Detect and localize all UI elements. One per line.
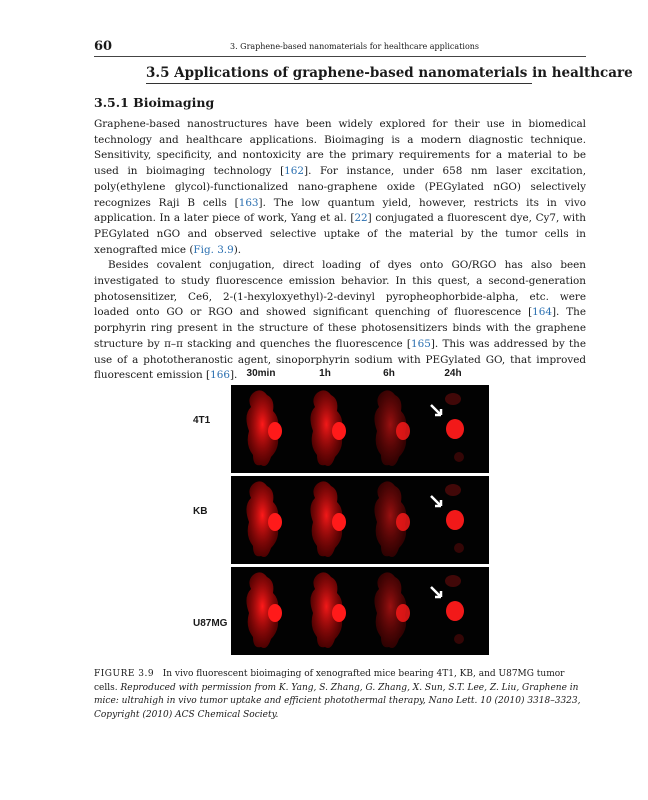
- paragraph-text: Besides covalent conjugation, direct loading of dyes onto GO/RGO has also been investigated to study fluorescence emission behavior. In this quest, a second-generation photosensitizer, Ce6, 2-(1-hexyloxyethyl)-2-devinyl pyropheophorbide-alpha, etc. were loaded onto GO or RGO and showed significant quenching of fluorescence [: [94, 259, 586, 319]
- fluorescence-panel-4t1-1h: [295, 385, 361, 473]
- tumor-arrow-icon: [431, 405, 441, 415]
- fluorescence-panel-4t1-24h: [423, 385, 489, 473]
- paragraph-text: Graphene-based nanostructures have been widely explored for their use in biomedical technology and healthcare applications. Bioimaging is a modern diagnostic technique. Sensitivity, specificity, and nontoxicity are the primary requirements for a material to be used in bioimaging technology [: [94, 118, 586, 178]
- fluorescence-panel-kb-24h: [423, 476, 489, 564]
- row-label-u87mg: U87MG: [193, 618, 228, 629]
- figure-label: FIGURE 3.9: [94, 669, 155, 679]
- citation-link[interactable]: 166: [210, 369, 230, 382]
- tumor-arrow-icon: [431, 496, 441, 506]
- time-label-30min: 30min: [246, 368, 276, 379]
- citation-link[interactable]: 162: [284, 165, 305, 178]
- citation-link[interactable]: 163: [238, 196, 259, 209]
- body-text: [94, 117, 586, 384]
- paragraph-text: ).: [233, 243, 242, 256]
- row-label-4t1: 4T1: [193, 415, 211, 426]
- figure-caption: [94, 668, 586, 722]
- tumor-arrow-icon: [431, 587, 441, 597]
- fluorescence-panel-4t1-6h: [359, 385, 425, 473]
- fluorescence-panel-kb-1h: [295, 476, 361, 564]
- citation-link[interactable]: 165: [410, 337, 431, 350]
- citation-link[interactable]: Fig. 3.9: [193, 243, 234, 256]
- page-number: 60: [94, 39, 113, 54]
- citation-link[interactable]: 22: [354, 212, 368, 225]
- running-head: 3. Graphene-based nanomaterials for healthcare applications: [230, 42, 480, 51]
- paragraph-text: ]. The porphyrin ring present in the structure of these photosensitizers binds with the graphene structure by π–π stacking and quenches the fluorescence [: [94, 306, 586, 350]
- paragraph-text: ].: [229, 369, 238, 382]
- paragraph-text: ]. For instance, under 658 nm laser excitation, poly(ethylene glycol)-functionalized nano-graphene oxide (PEGylated nGO) selectively recognizes Raji B cells [: [94, 165, 586, 209]
- fluorescence-panel-u87mg-1h: [295, 567, 361, 655]
- fluorescence-panel-u87mg-24h: [423, 567, 489, 655]
- paragraph-text: ]. The low quantum yield, however, restricts its in vivo application. In a later piece of work, Yang et al. [: [94, 196, 586, 225]
- row-label-kb: KB: [193, 506, 208, 517]
- paragraph-2: [94, 258, 586, 384]
- time-label-24h: 24h: [444, 368, 462, 379]
- section-title-underline: [146, 83, 532, 84]
- fluorescence-panel-4t1-30min: [231, 385, 297, 473]
- time-label-6h: 6h: [383, 368, 395, 379]
- header-rule: [94, 56, 586, 57]
- paragraph-text: ] conjugated a fluorescent dye, Cy7, with PEGylated nGO and observed selective uptake of the material by the tumor cells in xenografted mice (: [94, 212, 586, 256]
- caption-credit: Reproduced with permission from K. Yang, S. Zhang, G. Zhang, X. Sun, S.T. Lee, Z. Liu, Graphene in mice: ultrahigh in vivo tumor uptake and efficient photothermal therapy, Nano Lett. 10 (2010) 3318–3323, Copyright (2010) ACS Chemical Society.: [94, 682, 581, 720]
- paragraph-text: ]. This was addressed by the use of a phototheranostic agent, sinoporphyrin sodium with PEGylated GO, that improved fluorescent emission [: [94, 337, 587, 382]
- paragraph-1: [94, 117, 586, 258]
- fluorescence-panel-kb-30min: [231, 476, 297, 564]
- section-title: 3.5 Applications of graphene-based nanomaterials in healthcare: [146, 65, 633, 81]
- citation-link[interactable]: 164: [532, 306, 552, 319]
- fluorescence-panel-u87mg-6h: [359, 567, 425, 655]
- fluorescence-panel-kb-6h: [359, 476, 425, 564]
- time-label-1h: 1h: [319, 368, 331, 379]
- subsection-title: 3.5.1 Bioimaging: [94, 95, 215, 110]
- figure-3-9: [193, 368, 493, 660]
- caption-text: In vivo fluorescent bioimaging of xenografted mice bearing 4T1, KB, and U87MG tumor cells.: [94, 669, 565, 693]
- fluorescence-panel-u87mg-30min: [231, 567, 297, 655]
